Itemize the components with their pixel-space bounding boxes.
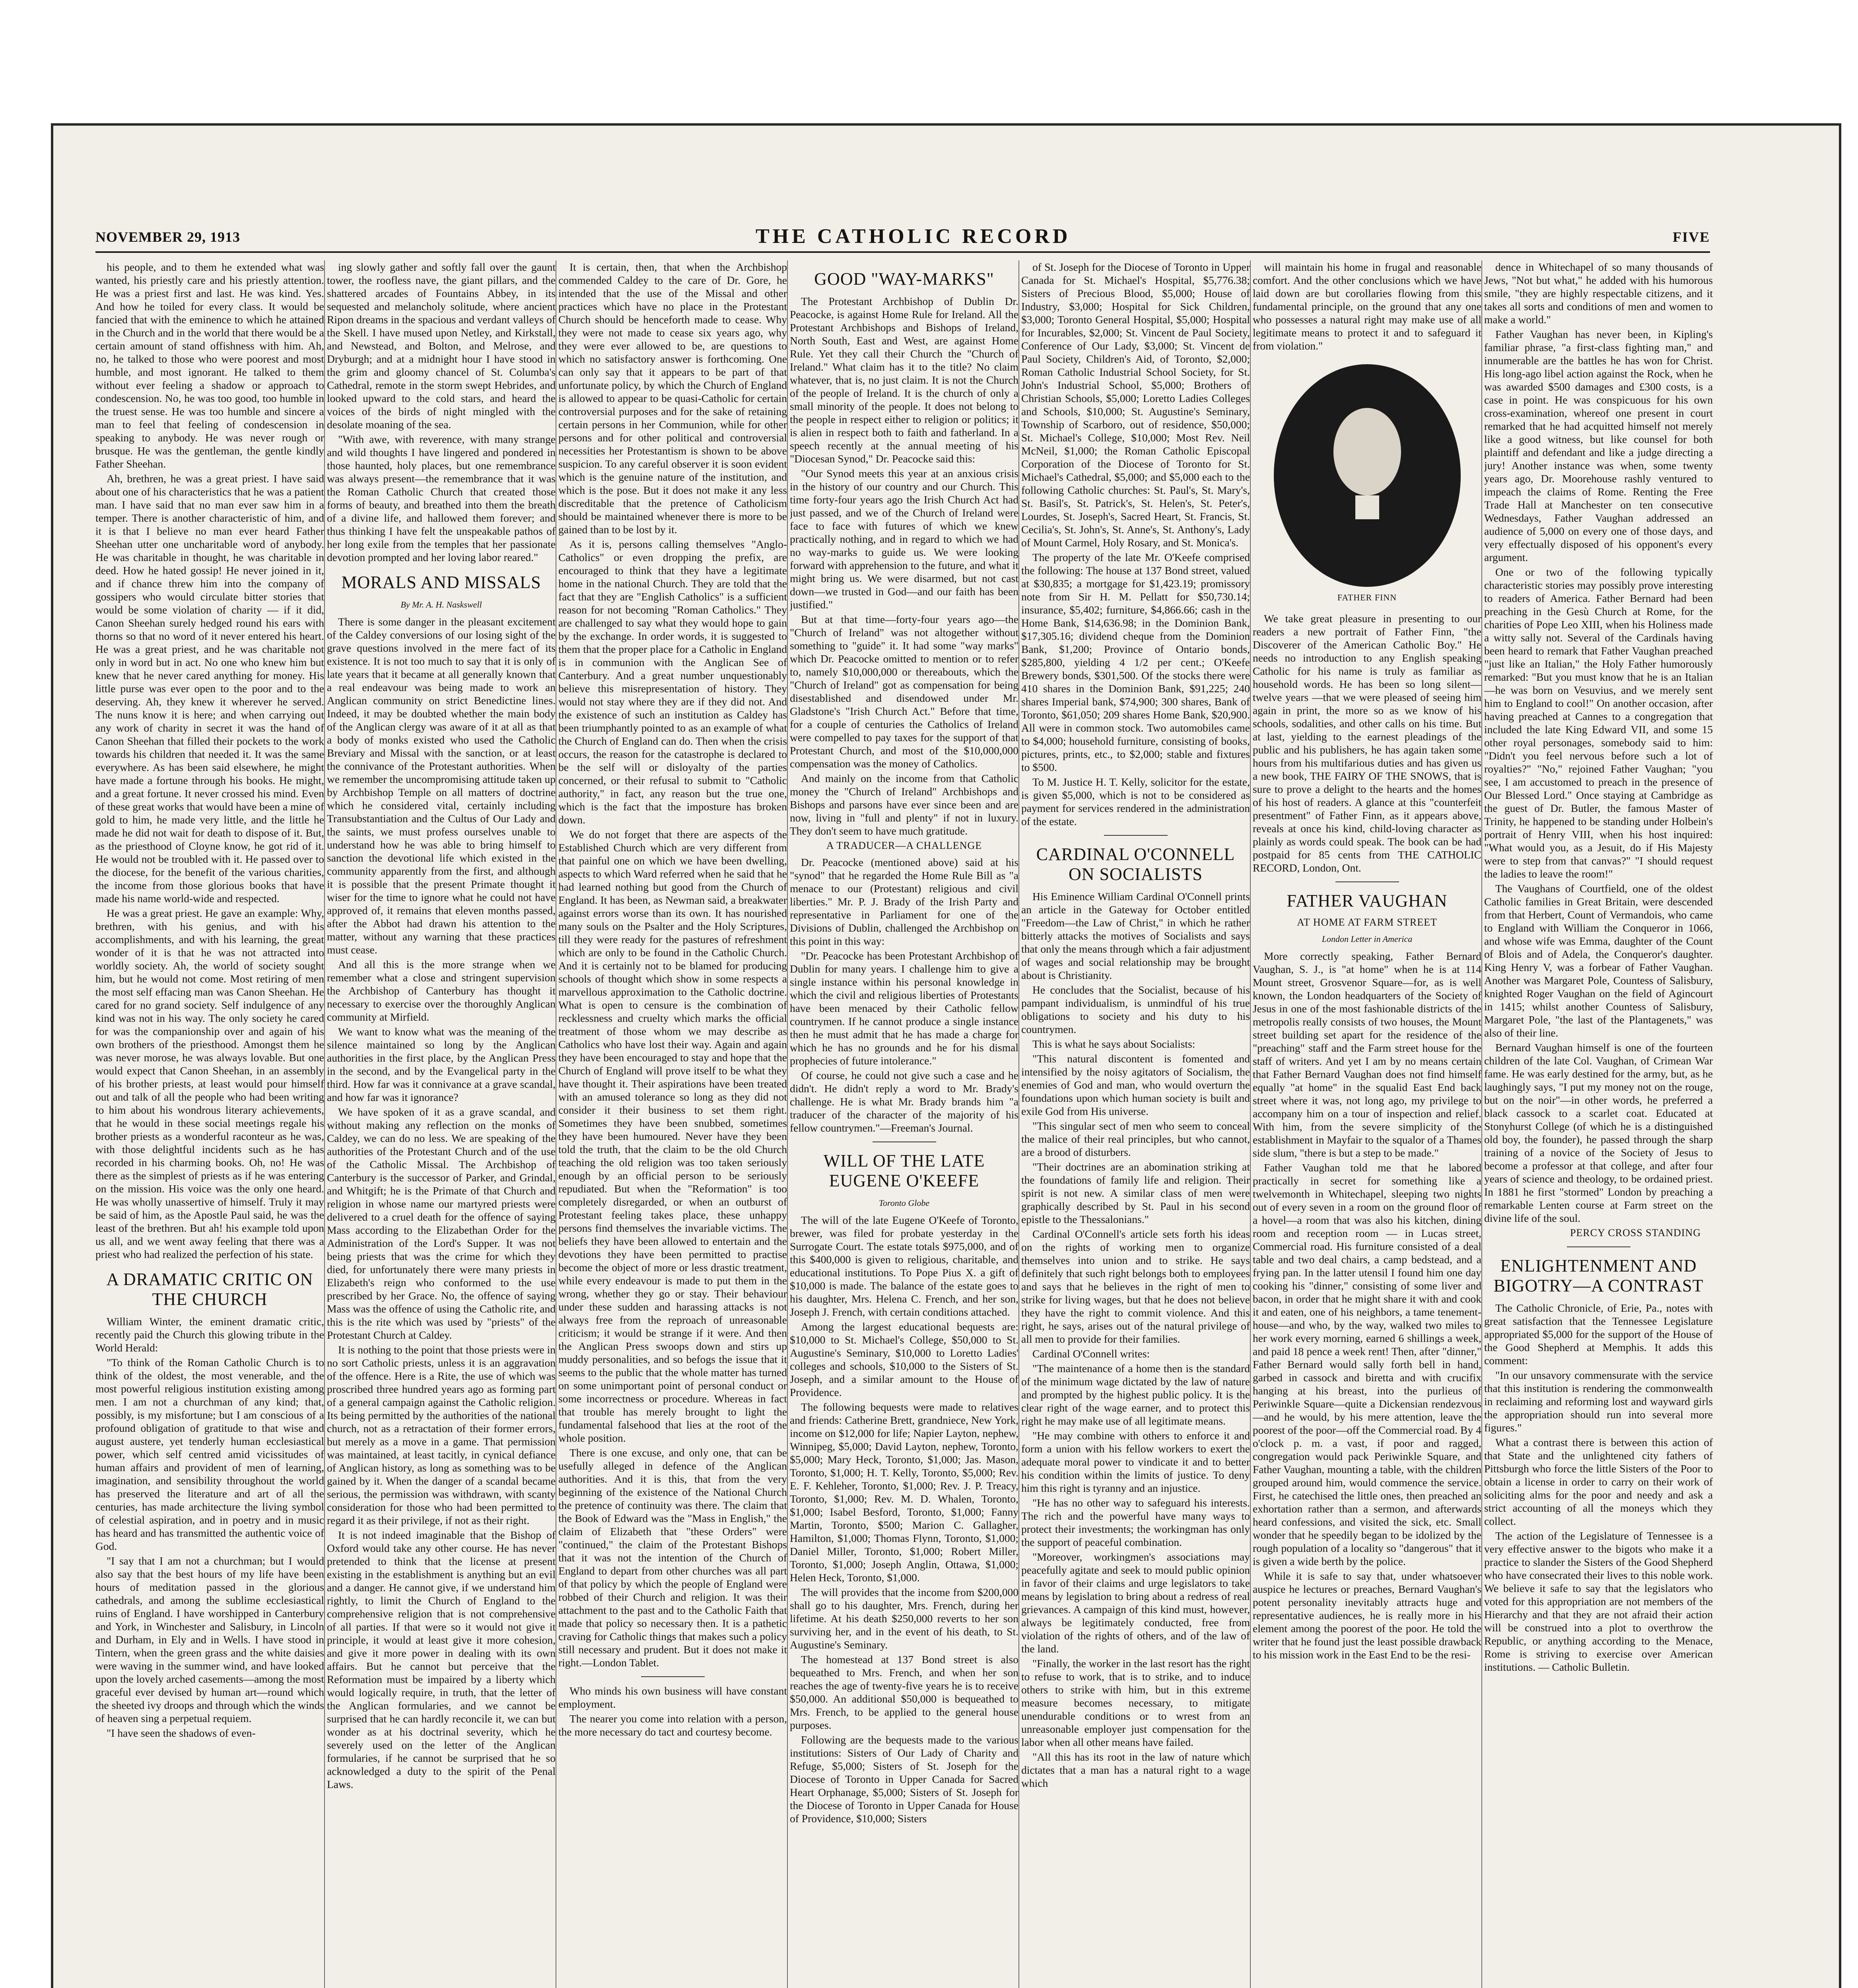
paragraph: His Eminence William Cardinal O'Connell prints an article in the Gateway for October entitled "Freedom—the Law of Christ," in which he rather bitterly attacks the motives of Socialists and says that only the means through which a fair adjustment of wages and social relationship may be brought about is Christianity. bbox=[1021, 890, 1250, 981]
column-4 bbox=[790, 260, 1018, 1988]
article-subheading: A TRADUCER—A CHALLENGE bbox=[826, 840, 982, 851]
article-body bbox=[1021, 890, 1250, 1790]
article-heading: GOOD "WAY-MARKS" bbox=[814, 269, 994, 289]
column-5 bbox=[1021, 260, 1250, 1988]
paragraph: "Moreover, workingmen's associations may peacefully agitate and seek to mould public opinion in favor of their claims and urge legislators to take means by legislation to bring about a redress of real grievances. A campaign of this kind must, however, always be legitimately conducted, free from violation of the rights of others, and of the law of the land. bbox=[1021, 1551, 1250, 1655]
column-divider bbox=[1250, 260, 1251, 1988]
portrait-photo bbox=[1274, 364, 1461, 587]
paragraph: And mainly on the income from that Catholic money the "Church of Ireland" Archbishops and Bishops and parsons have ever since been and are now, living in "full and plenty" if not in luxury. They don't seem to have much gratitude. bbox=[790, 772, 1018, 837]
masthead bbox=[95, 225, 1710, 248]
article-body bbox=[1253, 612, 1481, 874]
paragraph: While it is safe to say that, under whatsoever auspice he lectures or preaches, Bernard Vaughan's potent personality inevitably attracts huge and representative audiences, he is really more in his element among the poorest of the poor. He told the writer that he found just the least possible drawback to his mission work in the East End to be the resi- bbox=[1253, 1570, 1481, 1661]
section-rule bbox=[1335, 881, 1399, 882]
paragraph: his people, and to them he extended what was wanted, his priestly care and his priestly attention. He was a priest first and last. He was kind. Yes. And how he toiled for every class. It would be fancied that with the eminence to which he attained in the Church and in the world that there would be a certain amount of stand offishness with him. Ah, no, he talked to those who were poorest and most humble, and most ignorant. He talked to them without ever feeling a shadow or approach to condescension. No, he was too good, too humble in the truest sense. He was too humble and sincere a man to feel that feeling of condescension in speaking to anybody. He was never rough or brusque. He was the gentleman, the gentle kindly Father Sheehan. bbox=[95, 261, 324, 470]
article-body bbox=[95, 1315, 324, 1740]
column-6 bbox=[1253, 260, 1481, 1988]
paragraph: The action of the Legislature of Tennessee is a very effective answer to the bigots who make it a practice to slander the Sisters of the Good Shepherd who have consecrated their lives to this noble work. We believe it safe to say that the legislators who voted for this appropriation are not members of the Hierarchy and that they are not afraid their action will be construed into a plot to overthrow the Republic, or anything according to the Menace, Rome is striving to exercise over American institutions. — Catholic Bulletin. bbox=[1484, 1530, 1713, 1673]
paragraph: Ah, brethren, he was a great priest. I have said about one of his characteristics that he was a patient man. I have said that no man ever saw him in a temper. There is another characteristic of him, and it is that I believe no man ever heard Father Sheehan utter one uncharitable word of anybody. He was charitable in thought, he was charitable in deed. How he hated gossip! He never joined in it, and if chance threw him into the company of gossipers who would circulate bitter stories that would be some violation of charity — if it did, Canon Sheehan surely hedged round his ears with thorns so that no word of it never entered his heart. He was a great priest, and he was charitable not only in word but in act. No one who knew him but knew that he never cared anything for money. His little purse was ever open to the poor and to the deserving. Ah, they knew it wherever he served. The nuns know it is here; and when carrying out any work of charity in secret it was the hand of Canon Sheehan that filled their pockets to the work towards his children that needed it. It was the same everywhere. As has been said elsewhere, he might have made a fortune through his books. He might, and a great fortune. It never crossed his mind. Even of these great works that would have been a mine of gold to him, he made very little, and the little he made he did not wait for death to dispose of it. But, as the priesthood of Cloyne know, he got rid of it. He would not be troubled with it. He passed over to the diocese, for the benefit of the various charities, the income from those glorious books that have made his name world-wide and respected. bbox=[95, 472, 324, 905]
paragraph: We want to know what was the meaning of the silence maintained so long by the Anglican authorities in the first place, by the Anglican Press in the second, and by the Evangelical party in the third. How far was it connivance at a grave scandal, and how far was it ignorance? bbox=[327, 1025, 556, 1103]
paragraph: Bernard Vaughan himself is one of the fourteen children of the late Col. Vaughan, of Crimean War fame. He was early destined for the army, but, as he laughingly says, "I put my money not on the rouge, but on the noir"—in other words, he preferred a black cassock to a scarlet coat. Educated at Stonyhurst College (of which he is a distinguished old boy, the founder), he passed through the sharp training of a novice of the Society of Jesus to become a professor at that college, and after four years of science and theology, to be ordained priest. In 1881 he first "stormed" London by preaching a remarkable Lenten course at Farm street on the divine life of the soul. bbox=[1484, 1041, 1713, 1224]
article-body bbox=[558, 260, 787, 1669]
paragraph: "I say that I am not a churchman; but I would also say that the best hours of my life have been hours of meditation passed in the glorious cathedrals, and among the sublime ecclesiastical ruins of England. I have worshipped in Canterbury and York, in Winchester and Salisbury, in Lincoln and Durham, in Ely and in Wells. I have stood in Tintern, when the green grass and the white daisies were waving in the summer wind, and have looked upon the lovely arched casements—among the most graceful ever devised by human art—round which the sheeted ivy droops and through which the winds of heaven sing a perpetual requiem. bbox=[95, 1555, 324, 1724]
masthead-rule bbox=[95, 251, 1710, 253]
paragraph: More correctly speaking, Father Bernard Vaughan, S. J., is "at home" when he is at 114 Mount street, Grosvenor Square—for, as is well known, the London headquarters of the Society of Jesus in one of the most fashionable districts of the metropolis really consists of two houses, the Mount street building set apart for the residence of the "preaching" staff and the Farm street house for the staff of writers. And yet I am by no means certain that Father Bernard Vaughan does not find himself equally "at home" in the squalid East End back street where it was, not long ago, my privilege to accompany him on a tour of inspection and relief. With him, from the severe simplicity of the establishment in Mayfair to the squalor of a Thames side slum, "there is but a step to be made." bbox=[1253, 950, 1481, 1159]
column-3 bbox=[558, 260, 787, 1988]
paragraph: Who minds his own business will have constant employment. bbox=[558, 1685, 787, 1710]
section-rule bbox=[1104, 835, 1168, 836]
paragraph: "To think of the Roman Catholic Church is to think of the oldest, the most venerable, and the most powerful religious institution existing among men. I am not a churchman of any kind; that, possibly, is my misfortune; but I am conscious of a profound obligation of gratitude to that wise and august austere, yet tenderly human ecclesiastical power, which self centred amid vicissitudes of human affairs and provident of men of learning, imagination, and sensibility throughout the world has preserved the literature and art of all the centuries, has made architecture the living symbol of celestial aspiration, and in poetry and in music has heard and has transmitted the authentic voice of God. bbox=[95, 1356, 324, 1552]
paragraph: Following are the bequests made to the various institutions: Sisters of Our Lady of Charity and Refuge, $5,000; Sisters of St. Joseph for the Diocese of Toronto in Upper Canada for Sacred Heart Orphanage, $5,000; Sisters of St. Joseph for the Diocese of Toronto in Upper Canada for House of Providence, $10,000; Sisters bbox=[790, 1734, 1018, 1825]
paragraph: ing slowly gather and softly fall over the gaunt tower, the roofless nave, the giant pillars, and the shattered arcades of Fountains Abbey, in its sequested and melancholy solitude, where ancient Ripon dreams in the spacious and verdant valleys of the Skell. I have mused upon Netley, and Kirkstall, and Newstead, and Bolton, and Melrose, and Dryburgh; and at a midnight hour I have stood in the grim and gloomy chancel of St. Columba's Cathedral, remote in the storm swept Hebrides, and looked upward to the cold stars, and heard the voices of the birds of night mingled with the desolate moaning of the sea. bbox=[327, 261, 556, 431]
article-byline: London Letter in America bbox=[1322, 934, 1413, 944]
paragraph: "Their doctrines are an abomination striking at the foundations of family life and religion. Their spirit is not new. A similar class of men were graphically described by St. Paul in his second epistle to the Thessalonians." bbox=[1021, 1161, 1250, 1225]
paragraph: We do not forget that there are aspects of the Established Church which are very different from that painful one on which we have been dwelling, aspects to which Ward referred when he said that he had learned nothing but good from the Church of England. It has been, as Newman said, a breakwater against errors worse than its own. It has nourished many souls on the Psalter and the Holy Scriptures, till they were ready for the pastures of refreshment which are only to be found in the Catholic Church. And it is certainly not to be blamed for producing schools of thought which show in some respects a marvellous approximation to the Catholic doctrine. What is open to censure is the combination of recklessness and cruelty which marks the official treatment of those whom we may describe as Catholics who have lost their way. Again and again they have been encouraged to stay and hope that the Church of England will prove itself to be what they have thought it. Their aspirations have been treated with an amused tolerance so long as they did not consider it their business to set them right. Sometimes they have been snubbed, sometimes they have been humoured. Never have they been told the truth, that the claim to be the old Church teaching the old religion was too taken seriously enough by an official person to be seriously repudiated. But when the "Reformation" is too completely disregarded, or when an outburst of Protestant feeling takes place, these unhappy persons find themselves the invariable victims. The beliefs they have been allowed to entertain and the devotions they have been permitted to practise become the object of more or less drastic treatment, while every endeavour is made to put them in the wrong, whether they go or stay. Their behaviour under these sudden and harassing attacks is not always free from the reproach of unreasonable criticism; it would be strange if it were. And then the Anglican Press swoops down and stirs up muddy personalities, and so befogs the issue that it seems to the public that the whole matter has turned on some unimportant point of personal conduct or some incorrectness or procedure. Whereas in fact that trouble has merely brought to light the fundamental falsehood that lies at the root of the whole position. bbox=[558, 828, 787, 1444]
paragraph: The Protestant Archbishop of Dublin Dr. Peacocke, is against Home Rule for Ireland. All the Protestant Archbishops and Bishops of Ireland, North South, East and West, are against Home Rule. Yet they call their Church the "Church of Ireland." What claim has it to the title? No claim whatever, that is, no just claim. It is not the Church of the people of Ireland. It is the church of only a small minority of the people. It does not belong to the people in respect either to religion or politics; it is alien in respect both to faith and fatherland. In a speech recently at the annual meeting of his "Diocesan Synod," Dr. Peacocke said this: bbox=[790, 295, 1018, 465]
article-heading: FATHER VAUGHAN bbox=[1287, 891, 1448, 911]
paragraph: The Catholic Chronicle, of Erie, Pa., notes with great satisfaction that the Tennessee Legislature appropriated $5,000 for the support of the House of the Good Shepherd at Memphis. It adds this comment: bbox=[1484, 1302, 1713, 1367]
article-subheading: AT HOME AT FARM STREET bbox=[1297, 916, 1437, 928]
page-number: FIVE bbox=[1672, 229, 1710, 245]
paragraph: "He may combine with others to enforce it and form a union with his fellow workers to exert the adequate moral power to vindicate it and to better his condition within the limits of justice. To deny him this right is tyranny and an injustice. bbox=[1021, 1429, 1250, 1494]
article-body bbox=[790, 856, 1018, 1134]
section-rule bbox=[1567, 1246, 1631, 1247]
article-body bbox=[790, 295, 1018, 837]
article-byline: Toronto Globe bbox=[878, 1198, 930, 1208]
article-body bbox=[327, 260, 556, 564]
article-heading: WILL OF THE LATE EUGENE O'KEEFE bbox=[823, 1151, 985, 1190]
paragraph: We take great pleasure in presenting to our readers a new portrait of Father Finn, "the Discoverer of the American Catholic Boy." He needs no introduction to any English speaking Catholic for his name is truly as familiar as household words. He has been so long silent—twelve years —that we were pleased of seeing him again in print, the more so as we know of his schools, sodalities, and other calls on his time. But at last, yielding to the earnest pleadings of the public and his publishers, he has again taken some hours from his multifarious duties and has given us a new book, THE FAIRY OF THE SNOWS, that is sure to prove a delight to the hearts and the homes of his host of readers. A glance at this "counterfeit presentment" of Father Finn, as it appears above, reveals at once his kind, child-loving character as plainly as words could speak. The book can be had postpaid for 85 cents from THE CATHOLIC RECORD, London, Ont. bbox=[1253, 612, 1481, 874]
article-heading: A DRAMATIC CRITIC ON THE CHURCH bbox=[106, 1270, 313, 1309]
article-heading: ENLIGHTENMENT AND BIGOTRY—A CONTRAST bbox=[1493, 1256, 1704, 1295]
portrait-caption: FATHER FINN bbox=[1337, 592, 1397, 602]
column-divider bbox=[1018, 260, 1019, 1988]
paragraph: "I have seen the shadows of even- bbox=[107, 1727, 256, 1739]
paragraph: Cardinal O'Connell writes: bbox=[1032, 1347, 1150, 1360]
paragraph: "Our Synod meets this year at an anxious crisis in the history of our country and our Church. This time forty-four years ago the Irish Church Act had just passed, and we of the Church of Ireland were face to face with futures of which we knew practically nothing, and in regard to which we had no way-marks to guide us. We were looking forward with apprehension to the future, and what it might bring us. We were disarmed, but not cast down—we trusted in God—and our faith has been justified." bbox=[790, 467, 1018, 611]
paragraph: "In our unsavory commensurate with the service that this institution is rendering the commonwealth in reclaiming and reforming lost and wayward girls the appropriation should run into several more figures." bbox=[1484, 1369, 1713, 1434]
paragraph: This is what he says about Socialists: bbox=[1032, 1038, 1195, 1050]
article-body bbox=[327, 615, 556, 1791]
paragraph: of St. Joseph for the Diocese of Toronto in Upper Canada for St. Michael's Hospital, $5,776.38; Sisters of Precious Blood, $5,000; House of Industry, $3,000; Hospital for Sick Children, $3,000; Toronto General Hospital, $5,000; Hospital for Incurables, $2,000; St. Vincent de Paul Society, Conference of Our Lady, $3,000; St. Vincent de Paul Society, Children's Aid, of Toronto, $2,000; Roman Catholic Industrial School Society, for St. John's Industrial School, $5,000; Brothers of Christian Schools, $5,000; Loretto Ladies Colleges and Schools, $10,000; St. Augustine's Seminary, Township of Scarboro, out of residence, $50,000; St. Michael's College, $10,000; Most Rev. Neil McNeil, $1,000; the Roman Catholic Episcopal Corporation of the Diocese of Toronto for St. Michael's Cathedral, $5,000; and $5,000 each to the following Catholic churches: St. Paul's, St. Mary's, St. Basil's, St. Patrick's, St. Helen's, St. Peter's, Lourdes, St. Joseph's, Sacred Heart, St. Francis, St. Cecilia's, St. John's, St. Anne's, St. Anthony's, Lady of Mount Carmel, Holy Rosary, and St. Monica's. bbox=[1021, 261, 1250, 549]
column-7 bbox=[1484, 260, 1713, 1988]
paragraph: It is nothing to the point that those priests were in no sort Catholic priests, unless it is an aggravation of the offence. Here is a Rite, the use of which was proscribed three hundred years ago as forming part of a general campaign against the Catholic religion. Its being permitted by the authorities of the national church, not as a retractation of their former errors, but merely as a move in a game. That permission was maintained, at least tacitly, in cynical defiance of Anglican history, as long as something was to be gained by it. When the danger of a scandal became serious, the permission was withdrawn, with scanty consideration for those who had been permitted to regard it as their privilege, if not as their right. bbox=[327, 1343, 556, 1526]
paragraph: Among the largest educational bequests are: $10,000 to St. Michael's College, $50,000 to St. Augustine's Seminary, $10,000 to Loretto Ladies' colleges and schools, $10,000 to the Sisters of St. Joseph, and a similar amount to the House of Providence. bbox=[790, 1320, 1018, 1398]
paragraph: But at that time—forty-four years ago—the "Church of Ireland" was not altogether without something to "guide" it. It had some "way marks" which Dr. Peacocke omitted to mention or to refer to, namely $10,000,000 or thereabouts, which the "Church of Ireland" got as compensation for being disestablished and disendowed under Mr. Gladstone's "Irish Church Act." Before that time, for a couple of centuries the Catholics of Ireland were compelled to pay taxes for the support of that Protestant Church, and most of the $10,000,000 compensation was the money of Catholics. bbox=[790, 613, 1018, 770]
article-body bbox=[790, 1213, 1018, 1825]
paragraph: Father Vaughan told me that he labored practically in secret for something like a twelvemonth in Whitechapel, sleeping two nights out of every seven in a room on the ground floor of a hovel—a room that was also his kitchen, dining room and reception room — in Lucas street, Commercial road. His furniture consisted of a deal table and two deal chairs, a camp bedstead, and a frying pan. In the latter utensil I found him one day cooking his "dinner," consisting of some liver and bacon, in order that he might share it with and cook it and eaten, one of his neighbors, a tame tenement-house—and who, by the way, walked two miles to her work every morning, earned 6 shillings a week, and paid 18 pence a week rent! Then, after "dinner," Father Bernard would sally forth bell in hand, garbed in cassock and biretta and with crucifix hanging at his breast, into the purlieus of Periwinkle Square—quite a Dickensian rendezvous—and he would, by his mere attention, leave the poorest of the poor—off the Commercial road. By 4 o'clock p. m. a vast, if poor and ragged, congregation would pack Periwinkle Square, and Father Vaughan, mounting a table, with the children grouped around him, would commence the service. First, he catechised the little ones, then preached an exhortation rather than a sermon, and afterwards heard confessions, and visited the sick, etc. Small wonder that he speedily began to be idolized by the rough population of a locality so "dangerous" that it is given a wide berth by the police. bbox=[1253, 1161, 1481, 1567]
paragraph: Cardinal O'Connell's article sets forth his ideas on the rights of working men to organize themselves into union and to strike. He says definitely that such right belongs both to employees and says that he believes in the right of men to strike for living wages, but that he does not believe they have the right to commit violence. And this right, he says, arises out of the natural privilege of all men to provide for their families. bbox=[1021, 1228, 1250, 1345]
article-body bbox=[1253, 260, 1481, 352]
article-body bbox=[1253, 949, 1481, 1661]
paragraph: "All this has its root in the law of nature which dictates that a man has a natural right to a wage which bbox=[1021, 1751, 1250, 1789]
paragraph: The will of the late Eugene O'Keefe of Toronto, brewer, was filed for probate yesterday in the Surrogate Court. The estate totals $975,000, and of this $400,000 is given to religious, charitable, and educational institutions. To Pope Pius X. a gift of $10,000 is made. The balance of the estate goes to his daughter, Mrs. Helena C. French, and her son, Joseph J. French, with certain conditions attached. bbox=[790, 1214, 1018, 1318]
filler-body bbox=[558, 1684, 787, 1738]
paragraph: The nearer you come into relation with a person, the more necessary do tact and courtesy become. bbox=[558, 1712, 787, 1738]
column-divider bbox=[1481, 260, 1482, 1988]
paragraph: It is not indeed imaginable that the Bishop of Oxford would take any other course. He has never pretended to think that the license at present existing in the establishment is anything but an evil and a danger. He cannot give, if we understand him rightly, to limit the Church of England to the comprehensive religion that is not comprehensive of all parties. If that were so it would not give it principle, it would at least give it more cohesion, and give it more power in dealing with its own affairs. But he cannot but perceive that the Reformation must be impaired by a liberty which would logically require, in truth, that the letter of the Anglican formularies, and we cannot be surprised that he can hardly reconcile it, we can but wonder as at his doctrinal severity, which he severely used on the letter of the Anglican formularies, if he cannot be surprised that he so acknowledged a duty to the spirit of the Penal Laws. bbox=[327, 1529, 556, 1790]
paragraph: Of course, he could not give such a case and he didn't. He didn't reply a word to Mr. Brady's challenge. He is what Mr. Brady brands him "a traducer of the character of the majority of his fellow countrymen."—Freeman's Journal. bbox=[790, 1069, 1018, 1134]
paragraph: As it is, persons calling themselves "Anglo-Catholics" or even dropping the prefix, are encouraged to think that they have a legitimate home in the national Church. They are told that the fact that they are "English Catholics" is a sufficient reason for not becoming "Roman Catholics." They are challenged to say what they would hope to gain by the exchange. In order words, it is suggested to them that the proper place for a Catholic in England is in communion with the Anglican See of Canterbury. And a great number unquestionably believe this misrepresentation of history. They would not stay where they are if they did not. And the existence of such an institution as Caldey has been triumphantly pointed to as an example of what the Church of England can do. Then when the crisis occurs, the reason for the catastrophe is declared to be the self will or disloyalty of the parties concerned, or their refusal to submit to "Catholic authority," in fact, any reason but the true one, which is the fact that the imposture has broken down. bbox=[558, 538, 787, 826]
paragraph: "He has no other way to safeguard his interests. The rich and the powerful have many ways to protect their investments; the workingman has only the support of peaceful combination. bbox=[1021, 1497, 1250, 1548]
article-body bbox=[1484, 1301, 1713, 1673]
paragraph: There is some danger in the pleasant excitement of the Caldey conversions of our losing sight of the grave questions involved in the mere fact of its existence. It is not too much to say that it is only of late years that it became at all generally known that a real endeavour was being made to work an Anglican community on strict Benedictine lines. Indeed, it may be doubted whether the main body of the Anglican clergy was aware of it at all as that a body of monks existed who used the Catholic Breviary and Missal with the sanction, or at least the connivance of the Protestant authorities. When we remember the uncompromising attitude taken up by Archbishop Temple on all matters of doctrine which he considered vital, certainly including Transubstantiation and the Cultus of Our Lady and the saints, we must profess ourselves unable to understand how he was able to bring himself to sanction the devotional life which existed in the community apparently from the first, and although it is possible that the present Primate thought it wiser for the time to ignore what he could not have approved of, it remains that eleven months passed, after the Abbot had drawn his attention to the matter, without any warning that these practices must cease. bbox=[327, 615, 556, 956]
paragraph: Dr. Peacocke (mentioned above) said at his "synod" that he regarded the Home Rule Bill as "a menace to our (Protestant) religious and civil liberties." Mr. P. J. Brady of the Irish Party and representative in Parliament for one of the Divisions of Dublin, challenged the Archbishop on this point in this way: bbox=[790, 856, 1018, 947]
article-body bbox=[1021, 260, 1250, 828]
paragraph: The property of the late Mr. O'Keefe comprised the following: The house at 137 Bond street, valued at $30,835; a mortgage for $1,423.19; promissory note from Sir H. M. Pellatt for $50,730.14; insurance, $5,402; furniture, $4,866.66; cash in the Home Bank, $14,636.98; in the Dominion Bank, $17,305.16; dividend cheque from the Dominion Bank, $1,200; Province of Ontario bonds, $285,800, yielding 4 1/2 per cent.; O'Keefe Brewery bonds, $301,500. Of the stocks there were 410 shares in the Dominion Bank, $91,225; 240 shares Imperial bank, $74,900; 300 shares, Bank of Toronto, $61,050; 209 shares Home Bank, $20,900. All were in common stock. Two automobiles came to $4,000; household furniture, consisting of books, pictures, prints, etc., to $2,000; stable and fixtures to $500. bbox=[1021, 551, 1250, 773]
article-heading: CARDINAL O'CONNELL ON SOCIALISTS bbox=[1036, 845, 1235, 884]
section-rule bbox=[641, 1676, 705, 1677]
paragraph: William Winter, the eminent dramatic critic, recently paid the Church this glowing tribute in the World Herald: bbox=[95, 1315, 324, 1354]
paragraph: There is one excuse, and only one, that can be usefully alleged in defence of the Anglican authorities. And it is this, that from the very beginning of the existence of the National Church the pretence of continuity was there. The claim that the Book of Edward was the "Mass in English," the claim of Elizabeth that "these Orders" were "continued," the claim of the Protestant Bishops that it was not the intention of the Church of England to depart from other churches was all part of that policy by which the people of England were robbed of their Church and religion. It was their attachment to the past and to the Catholic Faith that made that policy so necessary then. It is a pathetic craving for Catholic things that makes such a policy still necessary and prudent. But it does not make it right.—London Tablet. bbox=[558, 1446, 787, 1669]
paragraph: He was a great priest. He gave an example: Why, brethren, with his genius, and with his accomplishments, and with his learning, the great wonder of it is that he was not attracted into worldly society. Ah, the world of society sought him, but he would not come. Most retiring of men the most self effacing man was Canon Sheehan. He cared for no grand society. Self indulgence of any kind was not in his way. The only society he cared for was the companionship over and again of his own brothers of the priesthood. Amongst them he was never morose, he was always lovable. But one would expect that Canon Sheehan, in an assembly of his brother priests, at least would pour himself out and talk of all the people who had been writing to him about his wondrous literary achievements, that he would in these social meetings regale his brother priests as a wonderful raconteur as he was, with those delightful incidents such as he has recorded in his charming books. Oh, no! He was there as the simplest of priests as if he was entering on the mission. His voice was the only one heard. He was wholly unassertive of himself. Truly it may be said of him, as the Apostle Paul said, he was the least of the brethren. But ah! his example told upon us all, and we went away feeling that there was a priest who had realized the perfection of his state. bbox=[95, 907, 324, 1260]
paragraph: The following bequests were made to relatives and friends: Catherine Brett, grandniece, New York, income on $12,000 for life; Napier Layton, nephew, Winnipeg, $5,000; David Layton, nephew, Toronto, $5,000; Mary Heck, Toronto, $1,000; Jas. Mason, Toronto, $1,000; H. T. Kelly, Toronto, $5,000; Rev. E. F. Kehleher, Toronto, $1,000; Rev. J. P. Treacy, Toronto, $1,000; Rev. M. D. Whalen, Toronto, $1,000; Isabel Besford, Toronto, $1,000; Fanny Martin, Toronto, $500; Marion C. Gallagher, Hamilton, $1,000; Thomas Flynn, Toronto, $1,000; Daniel Miller, Toronto, $1,000; Robert Miller, Toronto, $1,000; Joseph Anglin, Ottawa, $1,000; Helen Heck, Toronto, $1,000. bbox=[790, 1401, 1018, 1584]
newspaper-title: THE CATHOLIC RECORD bbox=[756, 225, 1071, 248]
paragraph: "Finally, the worker in the last resort has the right to refuse to work, that is to strike, and to induce others to strike with him, but in this extreme measure becomes necessary, to mitigate unendurable conditions or to wrest from an unreasonable employer just compensation for the labor when all other means have failed. bbox=[1021, 1657, 1250, 1748]
paragraph: "This singular sect of men who seem to conceal the malice of their real principles, but who cannot, are a brood of disturbers. bbox=[1021, 1120, 1250, 1158]
paragraph: "With awe, with reverence, with many strange and wild thoughts I have lingered and pondered in those haunted, holy places, but one remembrance was always present—the remembrance that it was the Roman Catholic Church that created those forms of beauty, and breathed into them the breath of a divine life, and hallowed them forever; and thus thinking I have felt the unspeakable pathos of her long exile from the temples that her passionate devotion prompted and her loving labor reared." bbox=[327, 433, 556, 563]
column-divider bbox=[324, 260, 325, 1988]
paragraph: dence in Whitechapel of so many thousands of Jews, "Not but what," he added with his humorous smile, "they are highly respectable citizens, and it takes all sorts and conditions of men and women to make a world." bbox=[1484, 261, 1713, 326]
article-signature: PERCY CROSS STANDING bbox=[1570, 1227, 1701, 1239]
paragraph: One or two of the following typically characteristic stories may possibly prove interesting to readers of America. Father Bernard had been preaching in the Gesù Church at Rome, for the charities of Pope Leo XIII, when his Holiness made a witty sally not. Several of the Cardinals having been heard to remark that Father Vaughan preached "just like an Italian," the Holy Father humorously remarked: "But you must know that he is an Italian—he was born on Vesuvius, and we merely sent him to England to cool!" On another occasion, after having preached at Cannes to a congregation that included the late King Edward VII, and some 15 other royal personages, somebody said to him: "Didn't you feel nervous before such a lot of royalties?" "No," rejoined Father Vaughan; "you see, I am accustomed to preach in the presence of Our Blessed Lord." Once staying at Cambridge as the guest of Dr. Butler, the famous Master of Trinity, he happened to be standing under Holbein's portrait of Henry VIII, when his host inquired: "What would you, as a Jesuit, do if His Majesty were to step from that canvas?" "I should request the ladies to leave the room!" bbox=[1484, 566, 1713, 880]
paragraph: The Vaughans of Courtfield, one of the oldest Catholic families in Great Britain, were descended from that Herbert, Count of Vermandois, who came to England with William the Conqueror in 1066, and whose wife was Emma, daughter of the Count of Blois and of Adela, the Conqueror's daughter. King Henry V, was a forbear of Father Vaughan. Another was Margaret Pole, Countess of Salisbury, knighted Roger Vaughan on the field of Agincourt in 1415; whilst another Countess of Salisbury, Margaret Pole, "the last of the Plantagenets," was also of their line. bbox=[1484, 882, 1713, 1039]
portrait-collar bbox=[1355, 495, 1379, 519]
paragraph: "The maintenance of a home then is the standard of the minimum wage dictated by the law of nature and prompted by the highest public policy. It is the clear right of the wage earner, and to protect this right he may make use of all legitimate means. bbox=[1021, 1362, 1250, 1427]
paragraph: Father Vaughan has never been, in Kipling's familiar phrase, "a first-class fighting man," and innumerable are the battles he has won for Christ. His long-ago libel action against the Rock, when he was awarded $500 damages and £300 costs, is a case in point. He was conspicuous for his own cross-examination, whereof one present in court remarked that he had acquitted himself not merely like a good witness, but like counsel for both plaintiff and defendant and like a judge directing a jury! Another instance was when, some twenty years ago, Dr. Moorehouse rashly ventured to impeach the claims of Rome. Renting the Free Trade Hall at Manchester on ten consecutive Wednesdays, Father Vaughan addressed an audience of 5,000 on every one of those days, and very effectually disposed of his opponent's every argument. bbox=[1484, 328, 1713, 563]
paragraph: The will provides that the income from $200,000 shall go to his daughter, Mrs. French, during her lifetime. At his death $250,000 reverts to her son surviving her, and in the event of his death, to St. Augustine's Seminary. bbox=[790, 1586, 1018, 1651]
paragraph: We have spoken of it as a grave scandal, and without making any reflection on the monks of Caldey, we can do no less. We are speaking of the authorities of the Protestant Church and of the use of the Catholic Missal. The Archbishop of Canterbury is the successor of Parker, and Grindal, and Whitgift; he is the Primate of that Church and religion in whose name our martyred priests were delivered to a cruel death for the offence of saying Mass according to the Elizabethan Order for the Administration of the Lord's Supper. It was not being priests that was the crime for which they died, for unfortunately there were many priests in Elizabeth's reign who conformed to the use prescribed by her Grace. No, the offence of saying Mass was the offence of using the Catholic rite, and this is the rite which was used by "priests" of the Protestant Church at Caldey. bbox=[327, 1106, 556, 1341]
paragraph: "This natural discontent is fomented and intensified by the noisy agitators of Socialism, the enemies of God and man, who would overturn the foundations upon which human society is built and exile God from His universe. bbox=[1021, 1052, 1250, 1117]
paragraph: And all this is the more strange when we remember what a close and stringent supervision the Archbishop of Canterbury has thought it necessary to exercise over the thoroughly Anglican community at Mirfield. bbox=[327, 958, 556, 1023]
paragraph: He concludes that the Socialist, because of his pampant individualism, is unmindful of his true obligations to society and his duty to his countrymen. bbox=[1021, 984, 1250, 1035]
article-byline: By Mr. A. H. Naskswell bbox=[400, 600, 482, 610]
paragraph: "Dr. Peacocke has been Protestant Archbishop of Dublin for many years. I challenge him to give a single instance within his personal knowledge in which the civil and religious liberties of Protestants have been menaced by their Catholic fellow countrymen. If he cannot produce a single instance then he must admit that he has made a charge for which he has no grounds and he for his dismal prophecies of future intolerance." bbox=[790, 949, 1018, 1067]
paragraph: The homestead at 137 Bond street is also bequeathed to Mrs. French, and when her son reaches the age of twenty-five years he is to receive $50,000. An additional $50,000 is bequeathed to Mrs. French, to be applied to the general house purposes. bbox=[790, 1653, 1018, 1731]
paragraph: To M. Justice H. T. Kelly, solicitor for the estate, is given $5,000, which is not to be considered as payment for services rendered in the administration of the estate. bbox=[1021, 776, 1250, 827]
article-body bbox=[95, 260, 324, 1261]
column-1 bbox=[95, 260, 324, 1988]
paragraph: What a contrast there is between this action of that State and the unlightened city fathers of Pittsburgh who force the little Sisters of the Poor to obtain a license in order to carry on their work of soliciting alms for the poor and needy and ask a strict accounting of all the moneys which they collect. bbox=[1484, 1436, 1713, 1527]
paragraph: will maintain his home in frugal and reasonable comfort. And the other conclusions which we have laid down are but corollaries flowing from this fundamental principle, on the ground that any one who possesses a natural right may make use of all legitimate means to protect it and to safeguard it from violation." bbox=[1253, 261, 1481, 352]
article-heading: MORALS AND MISSALS bbox=[341, 573, 541, 592]
paragraph: It is certain, then, that when the Archbishop commended Caldey to the care of Dr. Gore, he intended that the use of the Missal and other practices which have no place in the Protestant Church should be henceforth made to cease. Why they were not made to cease six years ago, why they were ever allowed to be, are questions to which no satisfactory answer is forthcoming. One can only say that it appears to be part of that unfortunate policy, by which the Church of England is allowed to appear to be quasi-Catholic for certain controversial purposes and for the sake of retaining certain persons in her Communion, while for other persons and for other political and controversial necessities her Protestantism is shown to be above suspicion. To any careful observer it is soon evident which is the genuine nature of the institution, and which is the pose. But it does not make it any less discreditable that the pretence of Catholicism should be maintained whenever there is more to be gained than to be lost by it. bbox=[558, 261, 787, 536]
column-divider bbox=[787, 260, 788, 1988]
issue-date: NOVEMBER 29, 1913 bbox=[95, 229, 241, 245]
portrait-face bbox=[1333, 408, 1401, 495]
article-body bbox=[1484, 260, 1713, 1225]
column-2 bbox=[327, 260, 556, 1988]
